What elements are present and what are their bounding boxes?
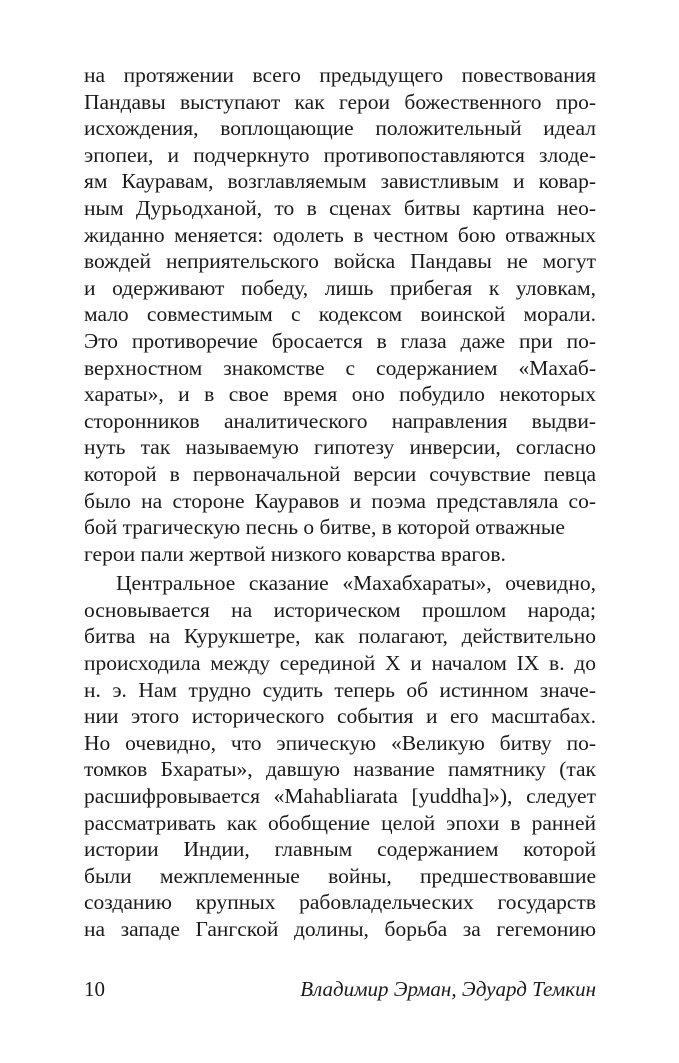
- page-number: 10: [84, 977, 105, 1001]
- text-line: расшифровывается «Mahabliarata [yuddha]»), следует: [84, 784, 596, 809]
- text-line: вождей неприятельского войска Пандавы не могут: [84, 249, 596, 274]
- text-line: и одерживают победу, лишь прибегая к уловкам,: [84, 275, 596, 300]
- text-line: исхождения, воплощающие положительный идеал: [84, 116, 596, 141]
- body-text: [84, 62, 596, 943]
- text-line: ям Кауравам, возглавляемым завистливым и ковар-: [84, 169, 596, 194]
- text-line: герои пали жертвой низкого коварства врагов.: [84, 541, 506, 566]
- text-line: Центральное сказание «Махабхараты», очевидно,: [116, 571, 596, 596]
- text-line: на западе Гангской долины, борьба за гегемонию: [84, 917, 596, 941]
- text-line: созданию крупных рабовладельческих государств: [84, 890, 596, 915]
- text-line: эпопеи, и подчеркнуто противопоставляются злоде-: [84, 142, 596, 167]
- text-line: Это противоречие бросается в глаза даже при по-: [84, 328, 596, 353]
- text-line: ным Дурьодханой, то в сценах битвы картина нео-: [84, 195, 596, 220]
- text-line: жиданно меняется: одолеть в честном бою отважных: [84, 222, 596, 247]
- text-line: мало совместимым с кодексом воинской морали.: [84, 302, 596, 327]
- text-line: на протяжении всего предыдущего повествования: [84, 63, 596, 87]
- text-line: н. э. Нам трудно судить теперь об истинном значе-: [84, 677, 596, 702]
- text-line: хараты», и в свое время оно побудило некоторых: [84, 382, 596, 407]
- running-head: Владимир Эрман, Эдуард Темкин: [300, 977, 596, 1001]
- text-line: нуть так называемую гипотезу инверсии, согласно: [84, 435, 596, 460]
- text-line: основывается на историческом прошлом народа;: [84, 597, 596, 622]
- text-line: сторонников аналитического направления выдви-: [84, 408, 596, 433]
- text-line: Но очевидно, что эпическую «Великую битву по-: [84, 730, 596, 755]
- text-line: истории Индии, главным содержанием которой: [84, 837, 596, 862]
- text-line: которой в первоначальной версии сочувствие певца: [84, 461, 596, 486]
- text-line: происходила между серединой X и началом IX в. до: [84, 651, 596, 676]
- text-line: верхностном знакомстве с содержанием «Махаб-: [84, 355, 596, 380]
- page-footer: [84, 975, 596, 1003]
- text-line: бой трагическую песнь о битве, в которой отважные: [84, 515, 565, 540]
- text-line: рассматривать как обобщение целой эпохи в ранней: [84, 810, 596, 835]
- text-line: томков Бхараты», давшую название памятнику (так: [84, 757, 596, 782]
- text-line: битва на Курукшетре, как полагают, действительно: [84, 624, 596, 649]
- text-line: Пандавы выступают как герои божественного про-: [84, 89, 596, 114]
- text-line: были межплеменные войны, предшествовавшие: [84, 863, 596, 888]
- text-line: нии этого исторического события и его масштабах.: [84, 704, 596, 729]
- text-line: было на стороне Кауравов и поэма представляла со-: [84, 488, 596, 513]
